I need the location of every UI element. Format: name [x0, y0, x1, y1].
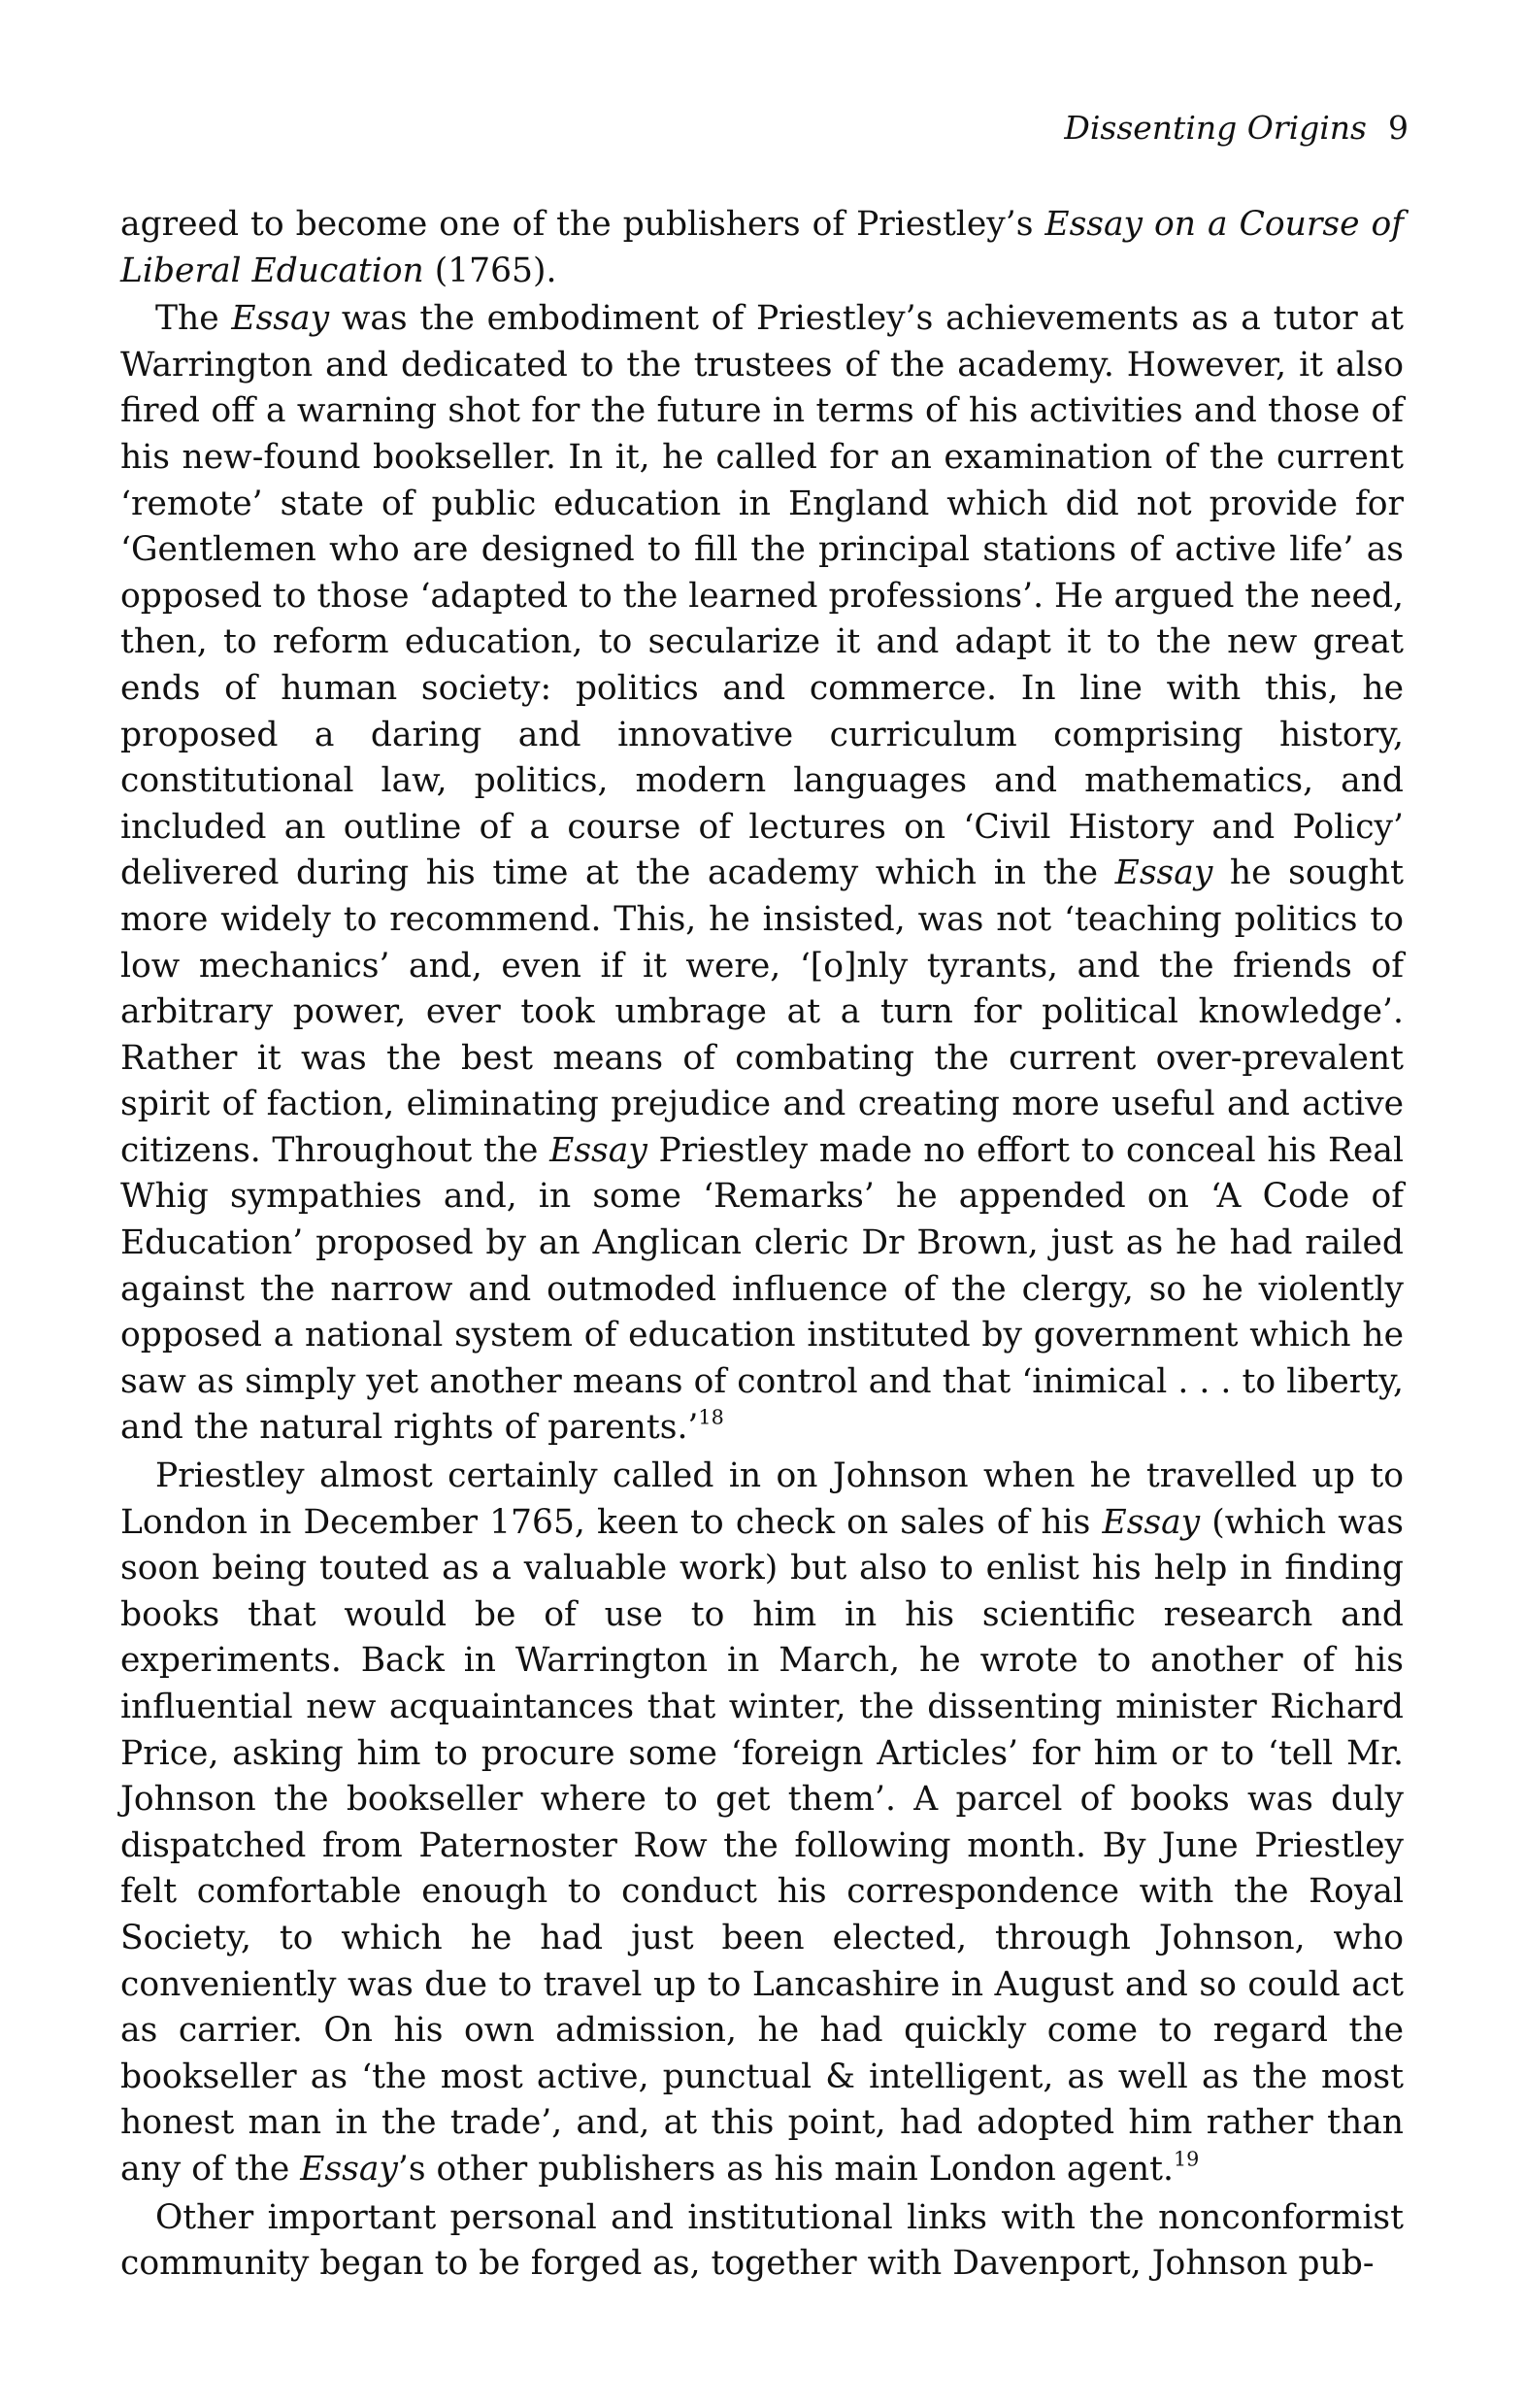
book-title: Essay: [300, 2149, 398, 2189]
running-head: [1064, 109, 1409, 148]
text-run: agreed to become one of the publishers of Priestley’s: [120, 205, 1045, 244]
book-title: Essay: [549, 1130, 647, 1170]
text-run: he sought more widely to recommend. This, he insisted, was not ‘teaching politics to low mechanics’ and, even if it were, ‘[o]nly tyrants, and the friends of arbitrary power, ever took umbrage at a turn for political knowledge’. Rather it was the best means of combating the current over-prevalent spirit of faction, eliminating prejudice and creating more useful and active citizens. Throughout the: [120, 853, 1405, 1170]
book-title: Essay: [231, 299, 330, 339]
text-run: Priestley made no effort to conceal his Real Whig sympathies and, in some ‘Remarks’ he appended on ‘A Code of Education’ proposed by an Anglican cleric Dr Brown, just as he had railed against the narrow and outmoded influence of the clergy, so he violently opposed a national system of education instituted by government which he saw as simply yet another means of control and that ‘inimical . . . to liberty, and the natural rights of parents.’: [120, 1130, 1404, 1448]
book-title: Essay: [1102, 1502, 1201, 1542]
text-run: was the embodiment of Priestley’s achievements as a tutor at Warrington and dedicated to the trustees of the academy. However, it also fired off a warning shot for the future in terms of his activities and those of his new-found bookseller. In it, he called for an examination of the current ‘remote’ state of public education in England which did not provide for ‘Gentlemen who are designed to fill the principal stations of active life’ as opposed to those ‘adapted to the learned professions’. He argued the need, then, to reform education, to secularize it and adapt it to the new great ends of human society: politics and commerce. In line with this, he proposed a daring and innovative curriculum comprising history, constitutional law, politics, modern languages and mathematics, and included an outline of a course of lectures on ‘Civil History and Policy’ delivered during his time at the academy which in the: [120, 299, 1404, 893]
footnote-marker: 18: [698, 1405, 724, 1429]
book-title: Essay on a Course of Liberal Education: [120, 205, 1404, 290]
body-text: [120, 202, 1404, 2288]
paragraph: [120, 1454, 1404, 2193]
text-run: The: [155, 299, 232, 339]
footnote-marker: 19: [1173, 2147, 1200, 2171]
text-run: (which was soon being touted as a valuable work) but also to enlist his help in finding books that would be of use to him in his scientific research and experiments. Back in Warrington in March, he wrote to another of his influential new acquaintances that winter, the dissenting minister Richard Price, asking him to procure some ‘foreign Articles’ for him or to ‘tell Mr. Johnson the bookseller where to get them’. A parcel of books was duly dispatched from Paternoster Row the following month. By June Priestley felt comfortable enough to conduct his correspondence with the Royal Society, to which he had just been elected, through Johnson, who conveniently was due to travel up to Lancashire in August and so could act as carrier. On his own admission, he had quickly come to regard the bookseller as ‘the most active, punctual & intelligent, as well as the most honest man in the trade’, and, at this point, had adopted him rather than any of the: [120, 1502, 1404, 2189]
text-run: Other important personal and institutional links with the nonconformist community began to be forged as, together with Davenport, Johnson pub-: [120, 2197, 1404, 2284]
paragraph: [120, 202, 1404, 294]
text-run: ’s other publishers as his main London agent.: [397, 2149, 1174, 2189]
text-run: Priestley almost certainly called in on Johnson when he travelled up to London in December 1765, keen to check on sales of his: [120, 1456, 1404, 1542]
paragraph: [120, 2195, 1404, 2288]
book-title: Essay: [1114, 853, 1213, 893]
running-head-title: Dissenting Origins: [1064, 109, 1367, 147]
paragraph: [120, 296, 1404, 1452]
text-run: (1765).: [423, 251, 557, 290]
page-number: 9: [1388, 109, 1409, 147]
